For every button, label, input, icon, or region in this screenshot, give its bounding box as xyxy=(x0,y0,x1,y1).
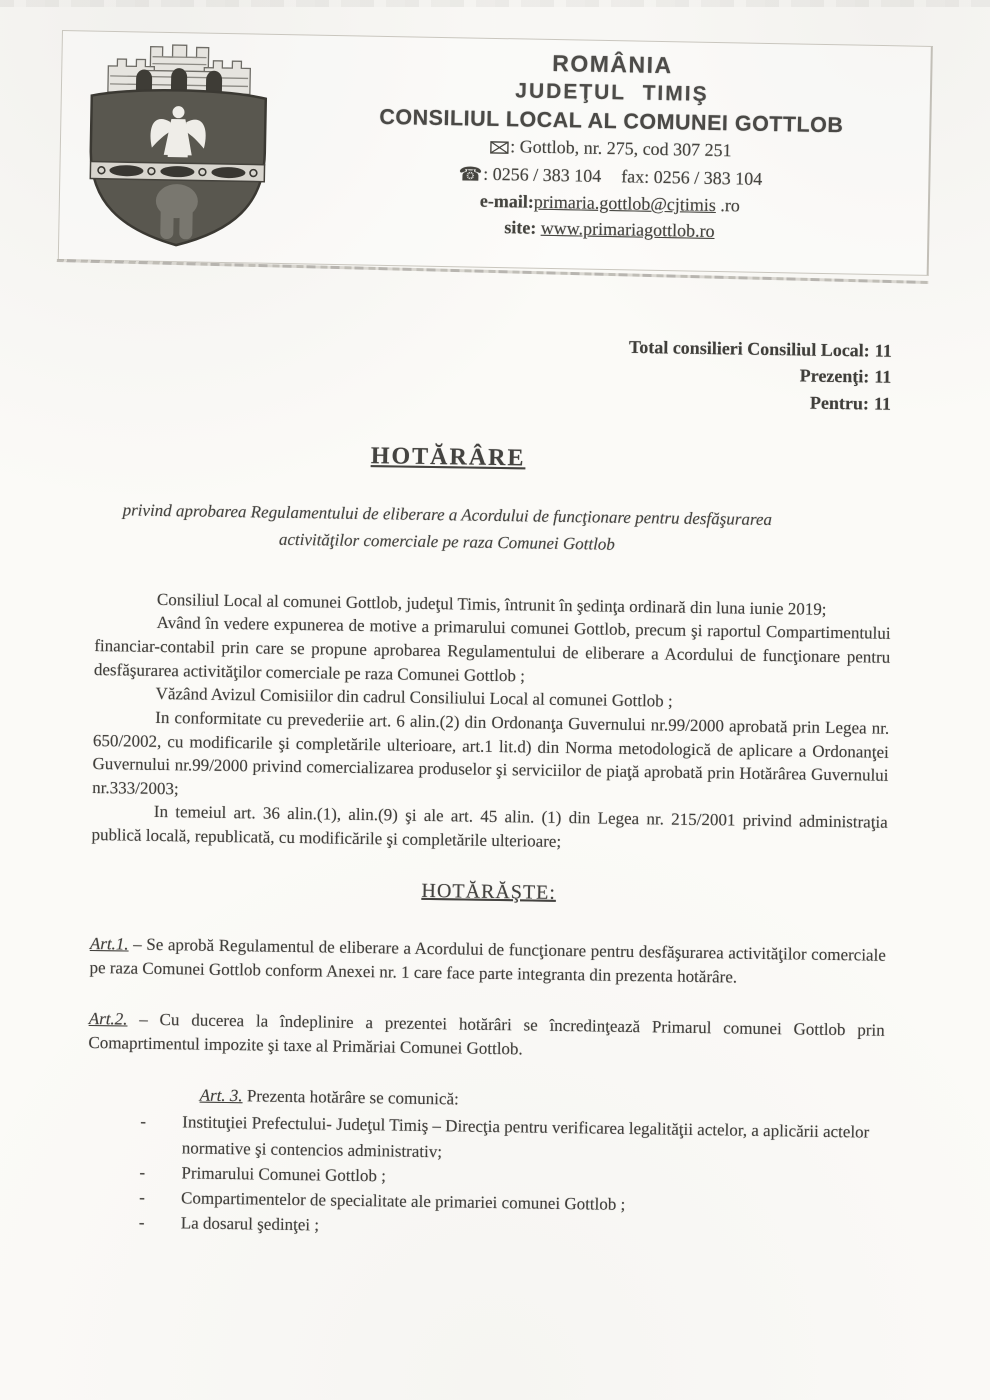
article-1-label: Art.1. xyxy=(89,933,129,954)
preamble-paragraph: Văzând Avizul Comisiilor din cadrul Consiliului Local al comunei Gottlob ; xyxy=(155,684,673,711)
counter-for-value: 11 xyxy=(873,393,892,414)
article-2-label: Art.2. xyxy=(88,1008,128,1029)
list-item-text: Primarului Comunei Gottlob ; xyxy=(181,1163,387,1186)
telephone-icon: ☎ xyxy=(458,164,483,186)
subject-line-1: privind aprobarea Regulamentului de eliberare a Acordului de funcţionare pentru desfăşurarea xyxy=(122,500,773,529)
dash-bullet: - xyxy=(138,1212,145,1232)
phone-number: : 0256 / 383 104 xyxy=(483,163,602,187)
article-3-text: Prezenta hotărâre se comunică: xyxy=(246,1086,459,1109)
article-2-text: – Cu ducerea la îndeplinire a prezentei hotărâri se încredinţează Primarul comunei Gottlob prin Comaprtimentul impozite şi taxe al Primăriai Comunei Gottlob. xyxy=(88,1009,885,1059)
email-suffix: .ro xyxy=(715,195,741,216)
communication-list xyxy=(86,1108,884,1246)
counter-for-label: Pentru: xyxy=(809,392,870,413)
subject-line-2: activităţilor comerciale pe raza Comunei Gottlob xyxy=(278,530,616,555)
article-1-text: – Se aprobă Regulamentul de eliberare a Acordului de funcţionare pentru desfăşurarea activităţilor comerciale pe raza Comunei Gottlob conform Anexei nr. 1 care face parte integranta din prezenta hotărâre. xyxy=(89,934,886,987)
email-label: e-mail: xyxy=(479,190,535,212)
document-subject xyxy=(1,494,894,562)
preamble xyxy=(91,587,891,859)
dash-bullet: - xyxy=(139,1187,145,1207)
preamble-paragraph: In conformitate cu prevederiie art. 6 alin.(2) din Ordonanţa Guvernului nr.99/2000 aprobată prin Legea nr. 650/2002, cu modificarile şi completările ulterioare, art.1 lit.d) din Norma metodologică de aplicare a Ordonanţei Guvernului nr.99/2000 privind comercializarea produselor şi serviciilor de piaţă aprobată prin Hotărârea Guvernului nr.333/2003; xyxy=(92,707,890,799)
council-name: CONSILIUL LOCAL AL COMUNEI GOTTLOB xyxy=(379,104,844,138)
counter-present-label: Prezenţi: xyxy=(799,365,870,387)
article-2 xyxy=(88,1007,885,1067)
counter-total-label: Total consilieri Consiliul Local: xyxy=(628,336,870,361)
county-name: JUDEŢUL TIMIŞ xyxy=(515,79,709,107)
email-link[interactable]: primaria.gottlob@cjtimis xyxy=(533,191,717,216)
council-counters xyxy=(3,325,896,417)
decision-heading: HOTĂRĂŞTE: xyxy=(421,879,557,904)
article-1 xyxy=(89,932,886,992)
site-label: site: xyxy=(504,217,541,238)
list-item-text: Compartimentelor de specialitate ale primariei comunei Gottlob ; xyxy=(181,1188,626,1214)
dash-bullet: - xyxy=(139,1162,146,1182)
dash-bullet: - xyxy=(140,1112,147,1132)
counter-present-value: 11 xyxy=(874,366,892,388)
preamble-paragraph: Având în vedere expunerea de motive a primarului comunei Gottlob, precum şi raportul Compartimentului financiar-contabil prin care se propune aprobarea Regulamentului de eliberare a Acordului de funcţionare pentru desfăşurarea activităţilor comerciale pe raza Comunei Gottlob ; xyxy=(93,613,891,686)
articles xyxy=(87,932,886,1118)
article-3-label: Art. 3. xyxy=(199,1085,243,1106)
counter-total-value: 11 xyxy=(874,340,892,361)
list-item-text: Instituţiei Prefectului- Judeţul Timiş – Direcţia pentru verificarea legalităţii actelor, a aplicării actelor normative şi contencios administrativ; xyxy=(181,1112,870,1161)
fax-number: fax: 0256 / 383 104 xyxy=(621,166,763,190)
address-text: : Gottlob, nr. 275, cod 307 251 xyxy=(510,136,732,161)
preamble-paragraph: In temeiul art. 36 alin.(1), alin.(9) şi ale art. 45 alin. (1) din Legea nr. 215/2001 privind administraţia publică locală, republicată, cu modificările şi completările ulterioare; xyxy=(91,802,888,852)
site-link[interactable]: www.primariagottlob.ro xyxy=(540,217,715,242)
list-item-text: La dosarul şedinţei ; xyxy=(180,1213,320,1235)
country-name: ROMÂNIA xyxy=(552,49,673,79)
document-title: HOTĂRÂRE xyxy=(370,442,526,472)
preamble-paragraph: Consiliul Local al comunei Gottlob, judeţul Timis, întrunit în şedinţa ordinară din luna iunie 2019; xyxy=(156,589,827,619)
